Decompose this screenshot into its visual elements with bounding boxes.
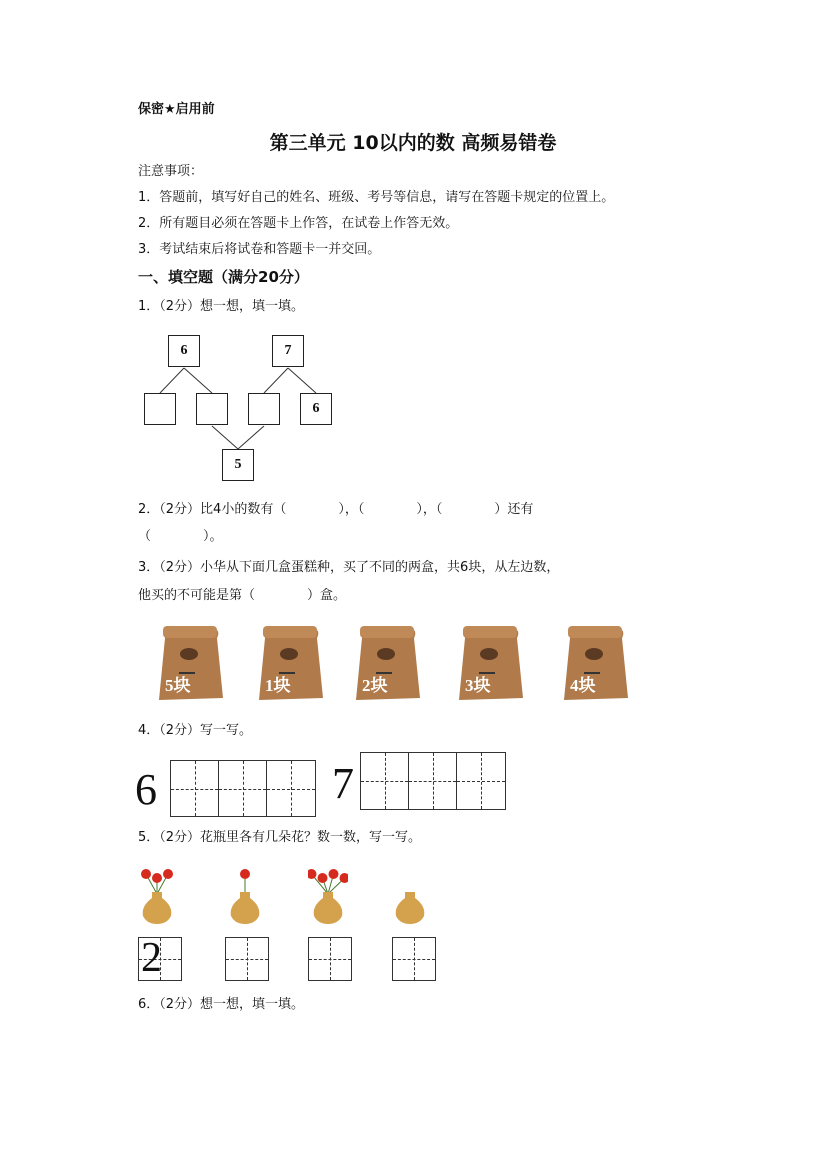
- tree-box-blank[interactable]: [144, 393, 176, 425]
- tree-box-blank[interactable]: [248, 393, 280, 425]
- flower-vase: [137, 864, 177, 928]
- vase-icon: [390, 864, 430, 928]
- question-5: 5．（2分）花瓶里各有几朵花？数一数，写一写。: [138, 830, 422, 845]
- tree-box-blank[interactable]: [196, 393, 228, 425]
- question-1: 1．（2分）想一想，填一填。: [138, 299, 305, 314]
- question-4: 4．（2分）写一写。: [138, 723, 253, 738]
- question-3: 3．（2分）小华从下面几盒蛋糕种，买了不同的两盒，共6块，从左边数，: [138, 560, 560, 575]
- cake-box: [255, 622, 325, 702]
- cake-box-label: 4块: [570, 676, 596, 695]
- answer-digit: 2: [141, 935, 162, 981]
- cake-box-label: 5块: [165, 676, 191, 695]
- note-item: 3．考试结束后将试卷和答题卡一并交回。: [138, 242, 381, 257]
- question-2: 2．（2分）比4小的数有（ ），（ ），（ ）还有: [138, 502, 534, 517]
- number-tree-lines: [0, 0, 826, 500]
- answer-grid[interactable]: [308, 937, 352, 981]
- tree-box-top: 6: [168, 335, 200, 367]
- notes-heading: 注意事项：: [138, 164, 204, 179]
- note-item: 2．所有题目必须在答题卡上作答，在试卷上作答无效。: [138, 216, 459, 231]
- page-title: 第三单元 10以内的数 高频易错卷: [269, 132, 557, 154]
- answer-grid[interactable]: [225, 937, 269, 981]
- writing-grid-7[interactable]: [360, 752, 506, 810]
- answer-grid[interactable]: [138, 937, 182, 981]
- vase-icon: [137, 864, 177, 928]
- tree-box-top: 7: [272, 335, 304, 367]
- tree-box-filled: 6: [300, 393, 332, 425]
- cake-box-label: 1块: [265, 676, 291, 695]
- question-2-cont: （ ）。: [138, 529, 223, 544]
- writing-grid-6[interactable]: [170, 760, 316, 817]
- cake-box-label: 2块: [362, 676, 388, 695]
- note-item: 1．答题前，填写好自己的姓名、班级、考号等信息，请写在答题卡规定的位置上。: [138, 190, 615, 205]
- digit-6: 6: [135, 765, 157, 814]
- answer-grid[interactable]: [392, 937, 436, 981]
- cake-box: [155, 622, 225, 702]
- flower-vase: [225, 864, 265, 928]
- secret-label: 保密★启用前: [138, 102, 215, 117]
- digit-7: 7: [332, 759, 354, 808]
- vase-icon: [308, 864, 348, 928]
- flower-vase: [308, 864, 348, 928]
- question-3-cont: 他买的不可能是第（ ）盒。: [138, 588, 347, 603]
- tree-box-base: 5: [222, 449, 254, 481]
- question-6: 6．（2分）想一想，填一填。: [138, 997, 305, 1012]
- cake-box: [560, 622, 630, 702]
- cake-box: [455, 622, 525, 702]
- cake-box: [352, 622, 422, 702]
- cake-box-label: 3块: [465, 676, 491, 695]
- section-heading: 一、填空题（满分20分）: [138, 268, 309, 286]
- vase-icon: [225, 864, 265, 928]
- flower-vase: [390, 864, 430, 928]
